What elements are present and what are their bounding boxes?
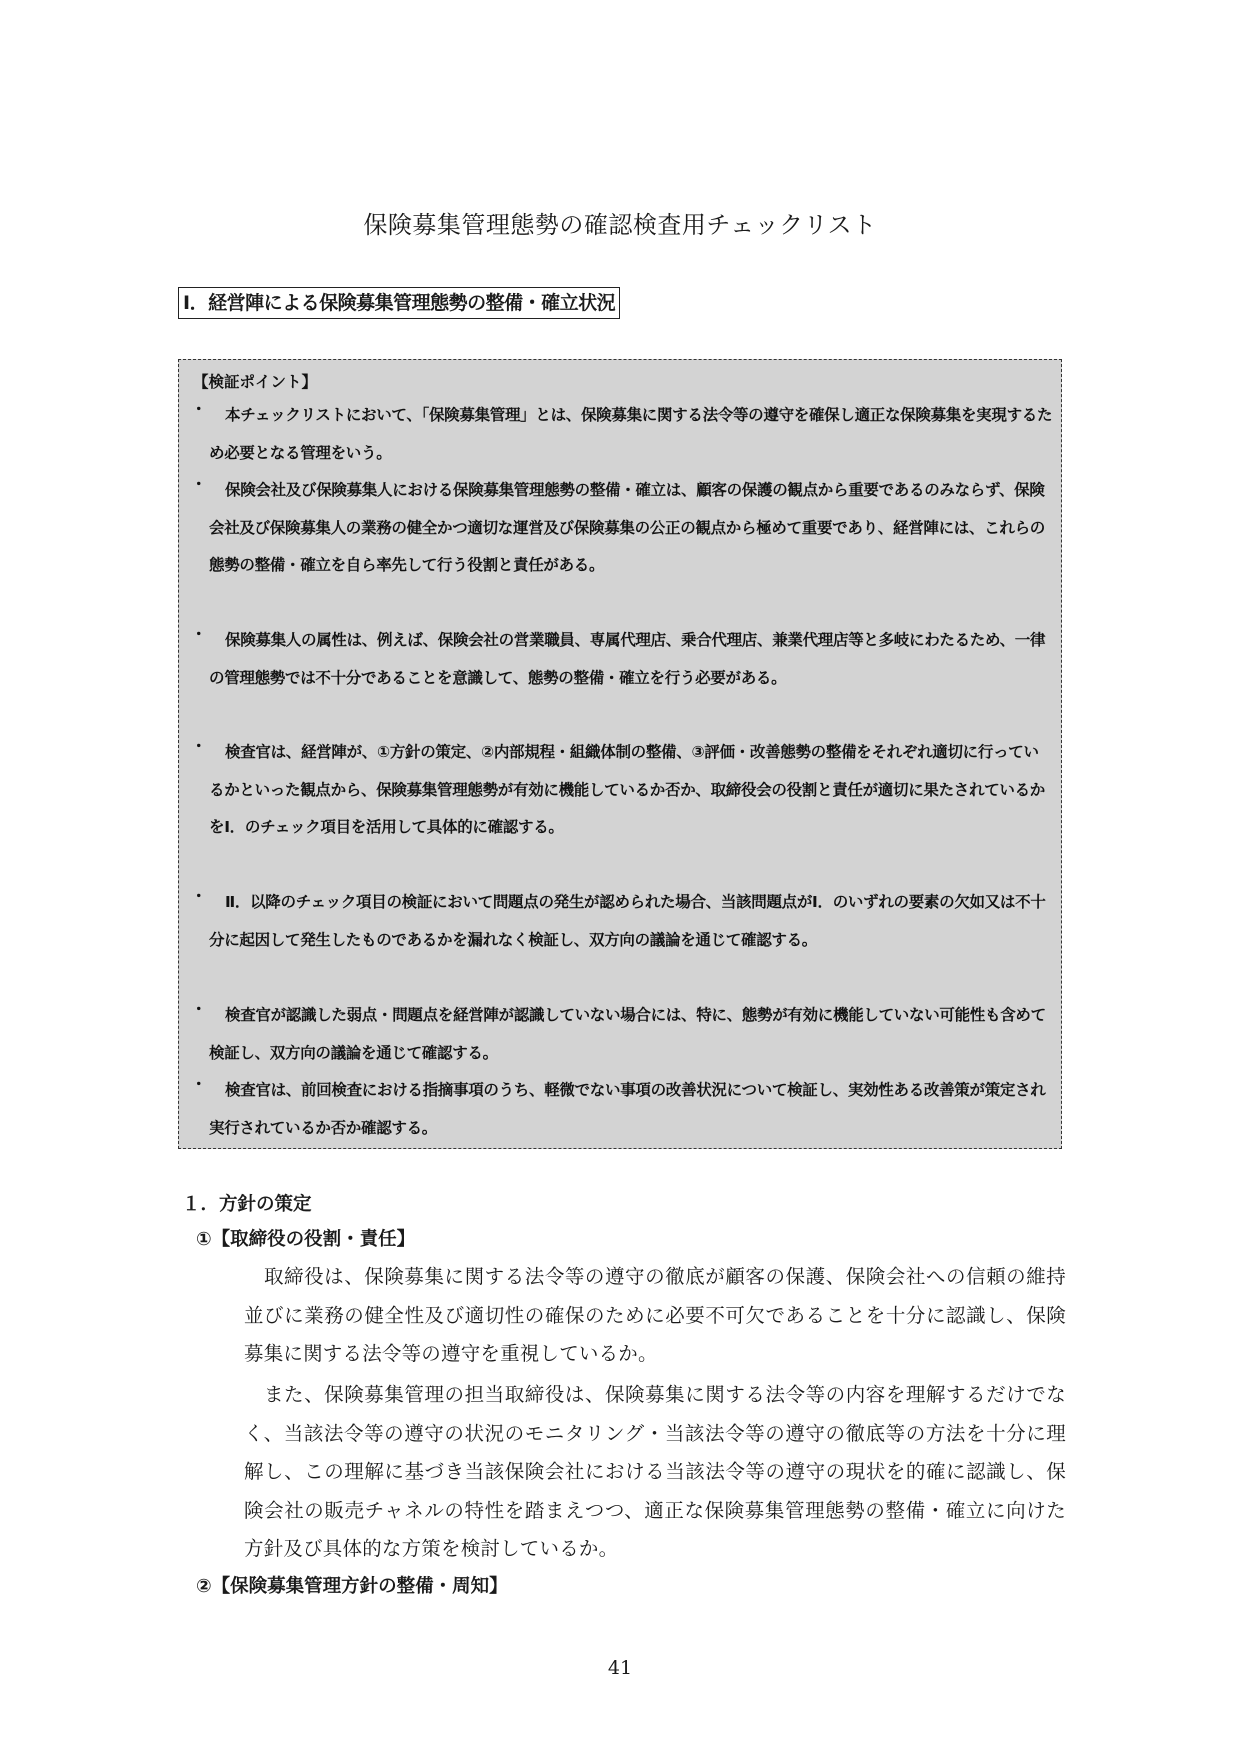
verification-points-box (178, 359, 1062, 1149)
bullet-dot: ・ (191, 625, 207, 643)
verification-point-text: 検査官は、経営陣が、①方針の策定、②内部規程・組織体制の整備、③評価・改善態勢の整備をそれぞれ適切に行っているかといった観点から、保険募集管理態勢が有効に機能しているか否か、取締役会の役割と責任が適切に果たされているかをⅠ．のチェック項目を活用して具体的に確認する。 (209, 743, 1046, 836)
verification-point-item (191, 1072, 1053, 1147)
bullet-dot: ・ (191, 1075, 207, 1093)
page-number: 41 (607, 1657, 633, 1679)
verification-point-item (191, 734, 1053, 847)
item-heading-policy: ②【保険募集管理方針の整備・周知】 (196, 1576, 508, 1597)
item-heading-directors-role: ①【取締役の役割・責任】 (196, 1229, 416, 1250)
bullet-dot: ・ (191, 400, 207, 418)
verification-point-text: 保険会社及び保険募集人における保険募集管理態勢の整備・確立は、顧客の保護の観点から重要であるのみならず、保険会社及び保険募集人の業務の健全かつ適切な運営及び保険募集の公正の観点から極めて重要であり、経営陣には、これらの態勢の整備・確立を自ら率先して行う役割と責任がある。 (209, 481, 1046, 574)
verification-point-text: 本チェックリストにおいて、「保険募集管理」とは、保険募集に関する法令等の遵守を確保し適正な保険募集を実現するため必要となる管理をいう。 (209, 406, 1053, 462)
subsection-heading: １．方針の策定 (182, 1194, 312, 1215)
verification-point-item (191, 472, 1053, 585)
page-title: 保険募集管理態勢の確認検査用チェックリスト (363, 211, 877, 239)
verification-point-item (191, 622, 1053, 697)
body-paragraph: 取締役は、保険募集に関する法令等の遵守の徹底が顧客の保護、保険会社への信頼の維持並びに業務の健全性及び適切性の確保のために必要不可欠であることを十分に認識し、保険募集に関する法令等の遵守を重視しているか。 (244, 1265, 1066, 1365)
bullet-dot: ・ (191, 475, 207, 493)
verification-point-item (191, 397, 1053, 472)
verification-points-header: 【検証ポイント】 (193, 373, 318, 391)
body-paragraph: また、保険募集管理の担当取締役は、保険募集に関する法令等の内容を理解するだけでなく、当該法令等の遵守の状況のモニタリング・当該法令等の遵守の徹底等の方法を十分に理解し、この理解に基づき当該保険会社における当該法令等の遵守の現状を的確に認識し、保険会社の販売チャネルの特性を踏まえつつ、適正な保険募集管理態勢の整備・確立に向けた方針及び具体的な方策を検討しているか。 (244, 1383, 1066, 1560)
verification-point-text: 保険募集人の属性は、例えば、保険会社の営業職員、専属代理店、乗合代理店、兼業代理店等と多岐にわたるため、一律の管理態勢では不十分であることを意識して、態勢の整備・確立を行う必要がある。 (209, 631, 1046, 687)
verification-point-text: Ⅱ．以降のチェック項目の検証において問題点の発生が認められた場合、当該問題点がⅠ．のいずれの要素の欠如又は不十分に起因して発生したものであるかを漏れなく検証し、双方向の議論を通じて確認する。 (209, 893, 1046, 949)
bullet-dot: ・ (191, 737, 207, 755)
verification-point-text: 検査官は、前回検査における指摘事項のうち、軽微でない事項の改善状況について検証し、実効性ある改善策が策定され実行されているか否か確認する。 (209, 1081, 1046, 1137)
bullet-dot: ・ (191, 887, 207, 905)
verification-point-text: 検査官が認識した弱点・問題点を経営陣が認識していない場合には、特に、態勢が有効に機能していない可能性も含めて検証し、双方向の議論を通じて確認する。 (209, 1006, 1046, 1062)
section-heading: Ⅰ．経営陣による保険募集管理態勢の整備・確立状況 (178, 287, 620, 319)
verification-point-item (191, 884, 1053, 959)
bullet-dot: ・ (191, 1000, 207, 1018)
verification-point-item (191, 997, 1053, 1072)
